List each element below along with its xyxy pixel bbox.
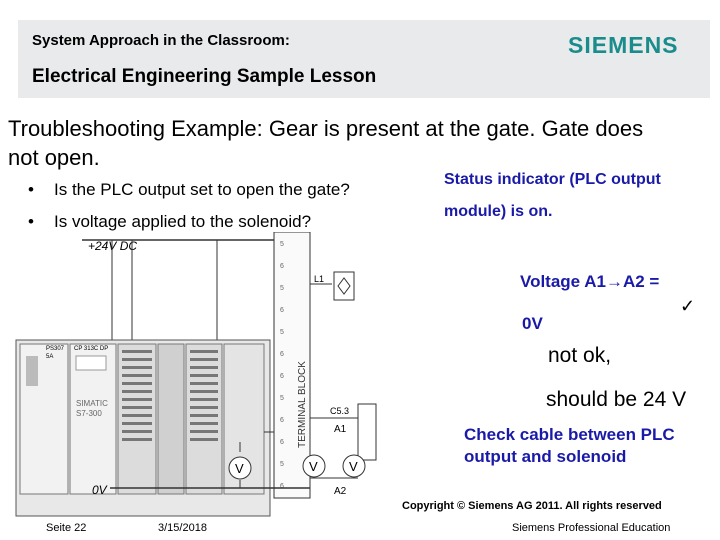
svg-text:6: 6	[280, 307, 284, 314]
svg-text:6: 6	[280, 263, 284, 270]
terminal-block-label: TERMINAL BLOCK	[297, 361, 308, 448]
io-module-2	[158, 344, 184, 494]
svg-text:6: 6	[280, 483, 284, 490]
l1-label: L1	[314, 274, 325, 284]
copyright-text: Copyright © Siemens AG 2011. All rights reserved	[402, 500, 662, 512]
svg-text:6: 6	[280, 351, 284, 358]
page-number: Seite 22	[46, 522, 87, 534]
status-indicator-note: Status indicator (PLC output module) is on.	[444, 171, 661, 220]
bullet-icon: •	[28, 212, 34, 231]
bullet-text: Is the PLC output set to open the gate?	[54, 180, 350, 199]
siemens-logo: SIEMENS	[568, 32, 679, 58]
svg-text:5: 5	[280, 395, 284, 402]
checkmark-icon: ✓	[680, 296, 696, 316]
svg-text:6: 6	[280, 417, 284, 424]
svg-text:5: 5	[280, 241, 284, 248]
expected-voltage-text: should be 24 V	[546, 388, 687, 411]
wiring-diagram	[12, 232, 392, 518]
not-ok-text: not ok,	[548, 344, 612, 367]
ps-label: PS307	[46, 346, 65, 352]
bullet-item	[28, 212, 311, 232]
svg-text:6: 6	[280, 439, 284, 446]
a1-label: A1	[334, 424, 347, 435]
bullet-text: Is voltage applied to the solenoid?	[54, 212, 312, 231]
voltage-reading-label: Voltage A1→A2 =	[520, 272, 660, 291]
zero-rail-label: 0V	[92, 483, 107, 497]
svg-text:5: 5	[280, 461, 284, 468]
supply-label: +24V DC	[88, 239, 138, 253]
meter-symbol: V	[349, 459, 358, 474]
svg-text:5: 5	[280, 285, 284, 292]
check-cable-note: Check cable between PLC output and solenoid	[464, 425, 675, 466]
s7-label: S7-300	[76, 409, 102, 418]
simatic-label: SIMATIC	[76, 399, 108, 408]
voltage-value: 0V	[522, 314, 543, 333]
slide-date: 3/15/2018	[158, 522, 207, 534]
meter-symbol: V	[309, 459, 318, 474]
sensor-symbol	[334, 272, 354, 300]
svg-text:6: 6	[280, 373, 284, 380]
svg-text:5: 5	[280, 329, 284, 336]
cpu-label: CP 313C DP	[74, 346, 109, 352]
slide-heading: Troubleshooting Example: Gear is present at the gate. Gate does not open.	[8, 116, 644, 170]
cs-label: C5.3	[330, 406, 350, 416]
organization-name: Siemens Professional Education	[512, 522, 671, 534]
meter-symbol: V	[235, 461, 244, 476]
bullet-icon: •	[28, 180, 34, 199]
bullet-item	[28, 180, 350, 200]
solenoid-symbol	[358, 404, 376, 460]
header-title: Electrical Engineering Sample Lesson	[32, 66, 377, 87]
header-subtitle: System Approach in the Classroom:	[32, 32, 290, 49]
a2-label: A2	[334, 486, 347, 497]
ps-rating: 5A	[46, 354, 54, 360]
